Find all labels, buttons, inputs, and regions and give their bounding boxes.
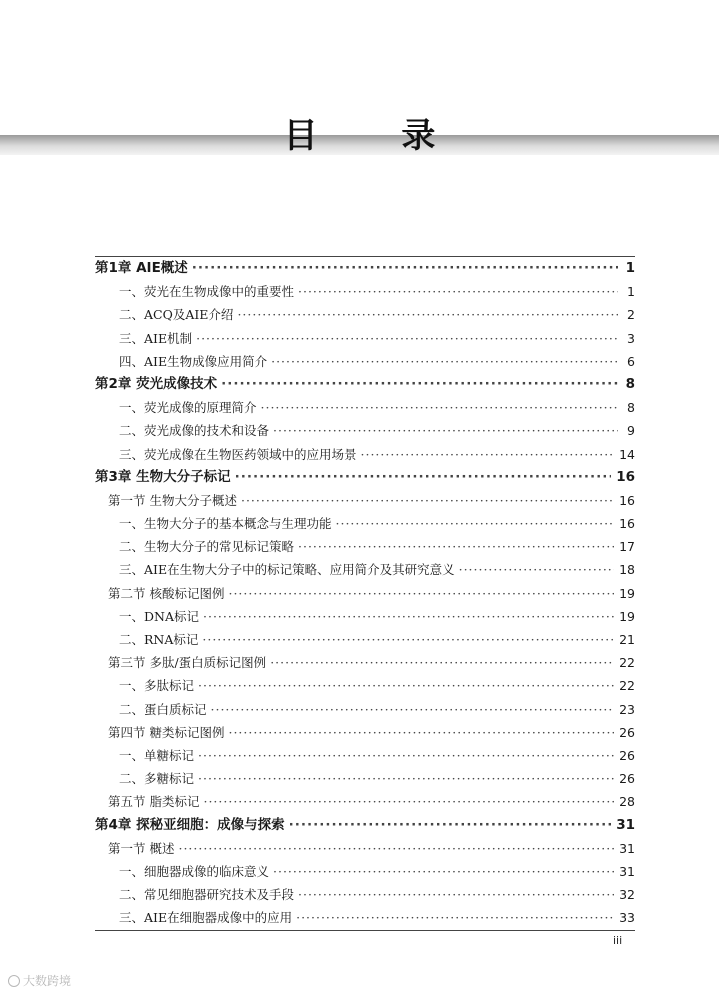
toc-chapter[interactable] bbox=[95, 814, 635, 837]
toc-item[interactable] bbox=[95, 558, 635, 581]
toc-entry-page: 18 bbox=[619, 562, 635, 578]
toc-entry-page: 17 bbox=[619, 539, 635, 555]
toc-section[interactable] bbox=[95, 790, 635, 813]
toc-entry-title: 一、生物大分子的基本概念与生理功能 bbox=[119, 516, 332, 532]
toc-entry-page: 26 bbox=[619, 747, 635, 763]
toc-entry-title: 一、细胞器成像的临床意义 bbox=[119, 863, 270, 879]
toc-item[interactable] bbox=[95, 744, 635, 767]
toc-section[interactable] bbox=[95, 721, 635, 744]
toc-entry-title: 第五节 脂类标记 bbox=[108, 794, 200, 810]
toc-entry-title: 第四节 糖类标记图例 bbox=[108, 724, 225, 740]
toc-entry-page: 23 bbox=[619, 701, 635, 717]
dot-leader bbox=[202, 628, 614, 651]
toc-entry-page: 31 bbox=[616, 816, 635, 833]
toc-chapter[interactable] bbox=[95, 373, 635, 396]
toc-entry-page: 33 bbox=[619, 910, 635, 926]
toc-item[interactable] bbox=[95, 443, 635, 466]
toc-item[interactable] bbox=[95, 605, 635, 628]
toc-entry-title: 第2章 荧光成像技术 bbox=[95, 375, 218, 392]
toc-section[interactable] bbox=[95, 582, 635, 605]
toc-entry-title: 一、DNA标记 bbox=[119, 608, 199, 624]
toc-entry-title: 二、多糖标记 bbox=[119, 771, 195, 787]
toc-entry-title: 第1章 AIE概述 bbox=[95, 260, 188, 276]
toc-entry-title: 三、AIE在生物大分子中的标记策略、应用简介及其研究意义 bbox=[119, 562, 455, 578]
toc-chapter[interactable] bbox=[95, 466, 635, 489]
watermark bbox=[8, 972, 71, 989]
toc-entry-title: 第三节 多肽/蛋白质标记图例 bbox=[108, 655, 267, 671]
toc-entry-page: 2 bbox=[627, 307, 635, 323]
toc-item[interactable] bbox=[95, 698, 635, 721]
toc-entry-title: 三、荧光成像在生物医药领域中的应用场景 bbox=[119, 446, 357, 462]
toc-entry-page: 28 bbox=[619, 794, 635, 810]
toc-item[interactable] bbox=[95, 350, 635, 373]
dot-leader bbox=[211, 698, 615, 721]
toc-entry-page: 9 bbox=[627, 423, 635, 439]
toc-entry-page: 22 bbox=[619, 678, 635, 694]
dot-leader bbox=[228, 582, 614, 605]
toc-entry-title: 一、荧光在生物成像中的重要性 bbox=[119, 284, 295, 300]
toc-entry-title: 二、常见细胞器研究技术及手段 bbox=[119, 887, 295, 903]
toc-section[interactable] bbox=[95, 489, 635, 512]
toc-section[interactable] bbox=[95, 837, 635, 860]
dot-leader bbox=[270, 651, 614, 674]
toc-entry-page: 16 bbox=[619, 516, 635, 532]
toc-entry-page: 1 bbox=[627, 284, 635, 300]
dot-leader bbox=[198, 744, 614, 767]
bottom-rule bbox=[95, 930, 635, 931]
dot-leader bbox=[198, 767, 614, 790]
toc-item[interactable] bbox=[95, 767, 635, 790]
page-number: iii bbox=[613, 934, 623, 947]
dot-leader bbox=[237, 303, 618, 326]
toc-entry-page: 32 bbox=[619, 887, 635, 903]
dot-leader bbox=[196, 327, 618, 350]
dot-leader bbox=[296, 906, 614, 929]
toc-item[interactable] bbox=[95, 883, 635, 906]
watermark-logo-icon bbox=[8, 975, 20, 987]
dot-leader bbox=[298, 883, 614, 906]
toc-entry-page: 19 bbox=[619, 585, 635, 601]
toc-entry-page: 31 bbox=[619, 863, 635, 879]
dot-leader bbox=[361, 443, 615, 466]
dot-leader bbox=[203, 790, 614, 813]
dot-leader bbox=[221, 373, 618, 396]
toc-item[interactable] bbox=[95, 280, 635, 303]
dot-leader bbox=[336, 512, 615, 535]
toc-entry-title: 四、AIE生物成像应用简介 bbox=[119, 353, 268, 369]
toc-entry-title: 第4章 探秘亚细胞：成像与探索 bbox=[95, 816, 285, 833]
dot-leader bbox=[298, 535, 614, 558]
toc-entry-page: 21 bbox=[619, 632, 635, 647]
toc-entry-title: 三、AIE在细胞器成像中的应用 bbox=[119, 910, 293, 926]
toc-chapter[interactable] bbox=[95, 257, 635, 280]
toc-entry-title: 一、多肽标记 bbox=[119, 678, 195, 694]
toc-item[interactable] bbox=[95, 860, 635, 883]
toc-item[interactable] bbox=[95, 396, 635, 419]
dot-leader bbox=[273, 860, 614, 883]
toc-item[interactable] bbox=[95, 535, 635, 558]
toc-entry-title: 二、蛋白质标记 bbox=[119, 701, 207, 717]
toc-item[interactable] bbox=[95, 327, 635, 350]
dot-leader bbox=[203, 605, 614, 628]
toc-item[interactable] bbox=[95, 512, 635, 535]
page-title: 目 录 bbox=[283, 116, 472, 156]
toc-entry-title: 一、单糖标记 bbox=[119, 747, 195, 763]
toc-entry-page: 16 bbox=[616, 468, 635, 485]
toc-item[interactable] bbox=[95, 906, 635, 929]
toc-entry-title: 第二节 核酸标记图例 bbox=[108, 585, 225, 601]
toc-entry-title: 二、荧光成像的技术和设备 bbox=[119, 423, 270, 439]
dot-leader bbox=[289, 814, 612, 837]
toc-entry-page: 26 bbox=[619, 771, 635, 787]
dot-leader bbox=[459, 558, 615, 581]
watermark-text: 大数跨境 bbox=[23, 974, 72, 988]
dot-leader bbox=[261, 396, 618, 419]
dot-leader bbox=[273, 419, 618, 442]
toc-item[interactable] bbox=[95, 419, 635, 442]
toc-entry-title: 二、RNA标记 bbox=[119, 632, 199, 647]
dot-leader bbox=[192, 257, 618, 280]
toc-item[interactable] bbox=[95, 628, 635, 651]
toc-entry-page: 31 bbox=[619, 840, 635, 856]
toc-entry-title: 三、AIE机制 bbox=[119, 330, 193, 346]
dot-leader bbox=[198, 674, 614, 697]
toc-entry-page: 1 bbox=[625, 260, 635, 276]
dot-leader bbox=[228, 721, 614, 744]
toc-section[interactable] bbox=[95, 651, 635, 674]
toc-entry-page: 3 bbox=[627, 330, 635, 346]
toc-entry-title: 第3章 生物大分子标记 bbox=[95, 468, 231, 485]
table-of-contents bbox=[95, 257, 635, 929]
dot-leader bbox=[241, 489, 614, 512]
toc-entry-title: 第一节 生物大分子概述 bbox=[108, 492, 237, 508]
toc-entry-page: 14 bbox=[619, 446, 635, 462]
toc-entry-page: 26 bbox=[619, 724, 635, 740]
toc-entry-page: 22 bbox=[619, 655, 635, 671]
dot-leader bbox=[178, 837, 614, 860]
toc-entry-title: 二、生物大分子的常见标记策略 bbox=[119, 539, 295, 555]
toc-entry-page: 6 bbox=[627, 353, 635, 369]
toc-entry-title: 二、ACQ及AIE介绍 bbox=[119, 307, 234, 323]
toc-entry-page: 16 bbox=[619, 492, 635, 508]
toc-entry-title: 一、荧光成像的原理简介 bbox=[119, 400, 257, 416]
dot-leader bbox=[298, 280, 618, 303]
toc-entry-title: 第一节 概述 bbox=[108, 840, 175, 856]
dot-leader bbox=[271, 350, 618, 373]
toc-item[interactable] bbox=[95, 674, 635, 697]
toc-item[interactable] bbox=[95, 303, 635, 326]
dot-leader bbox=[235, 466, 612, 489]
toc-entry-page: 8 bbox=[627, 400, 635, 416]
toc-entry-page: 19 bbox=[619, 608, 635, 624]
toc-entry-page: 8 bbox=[625, 375, 635, 392]
